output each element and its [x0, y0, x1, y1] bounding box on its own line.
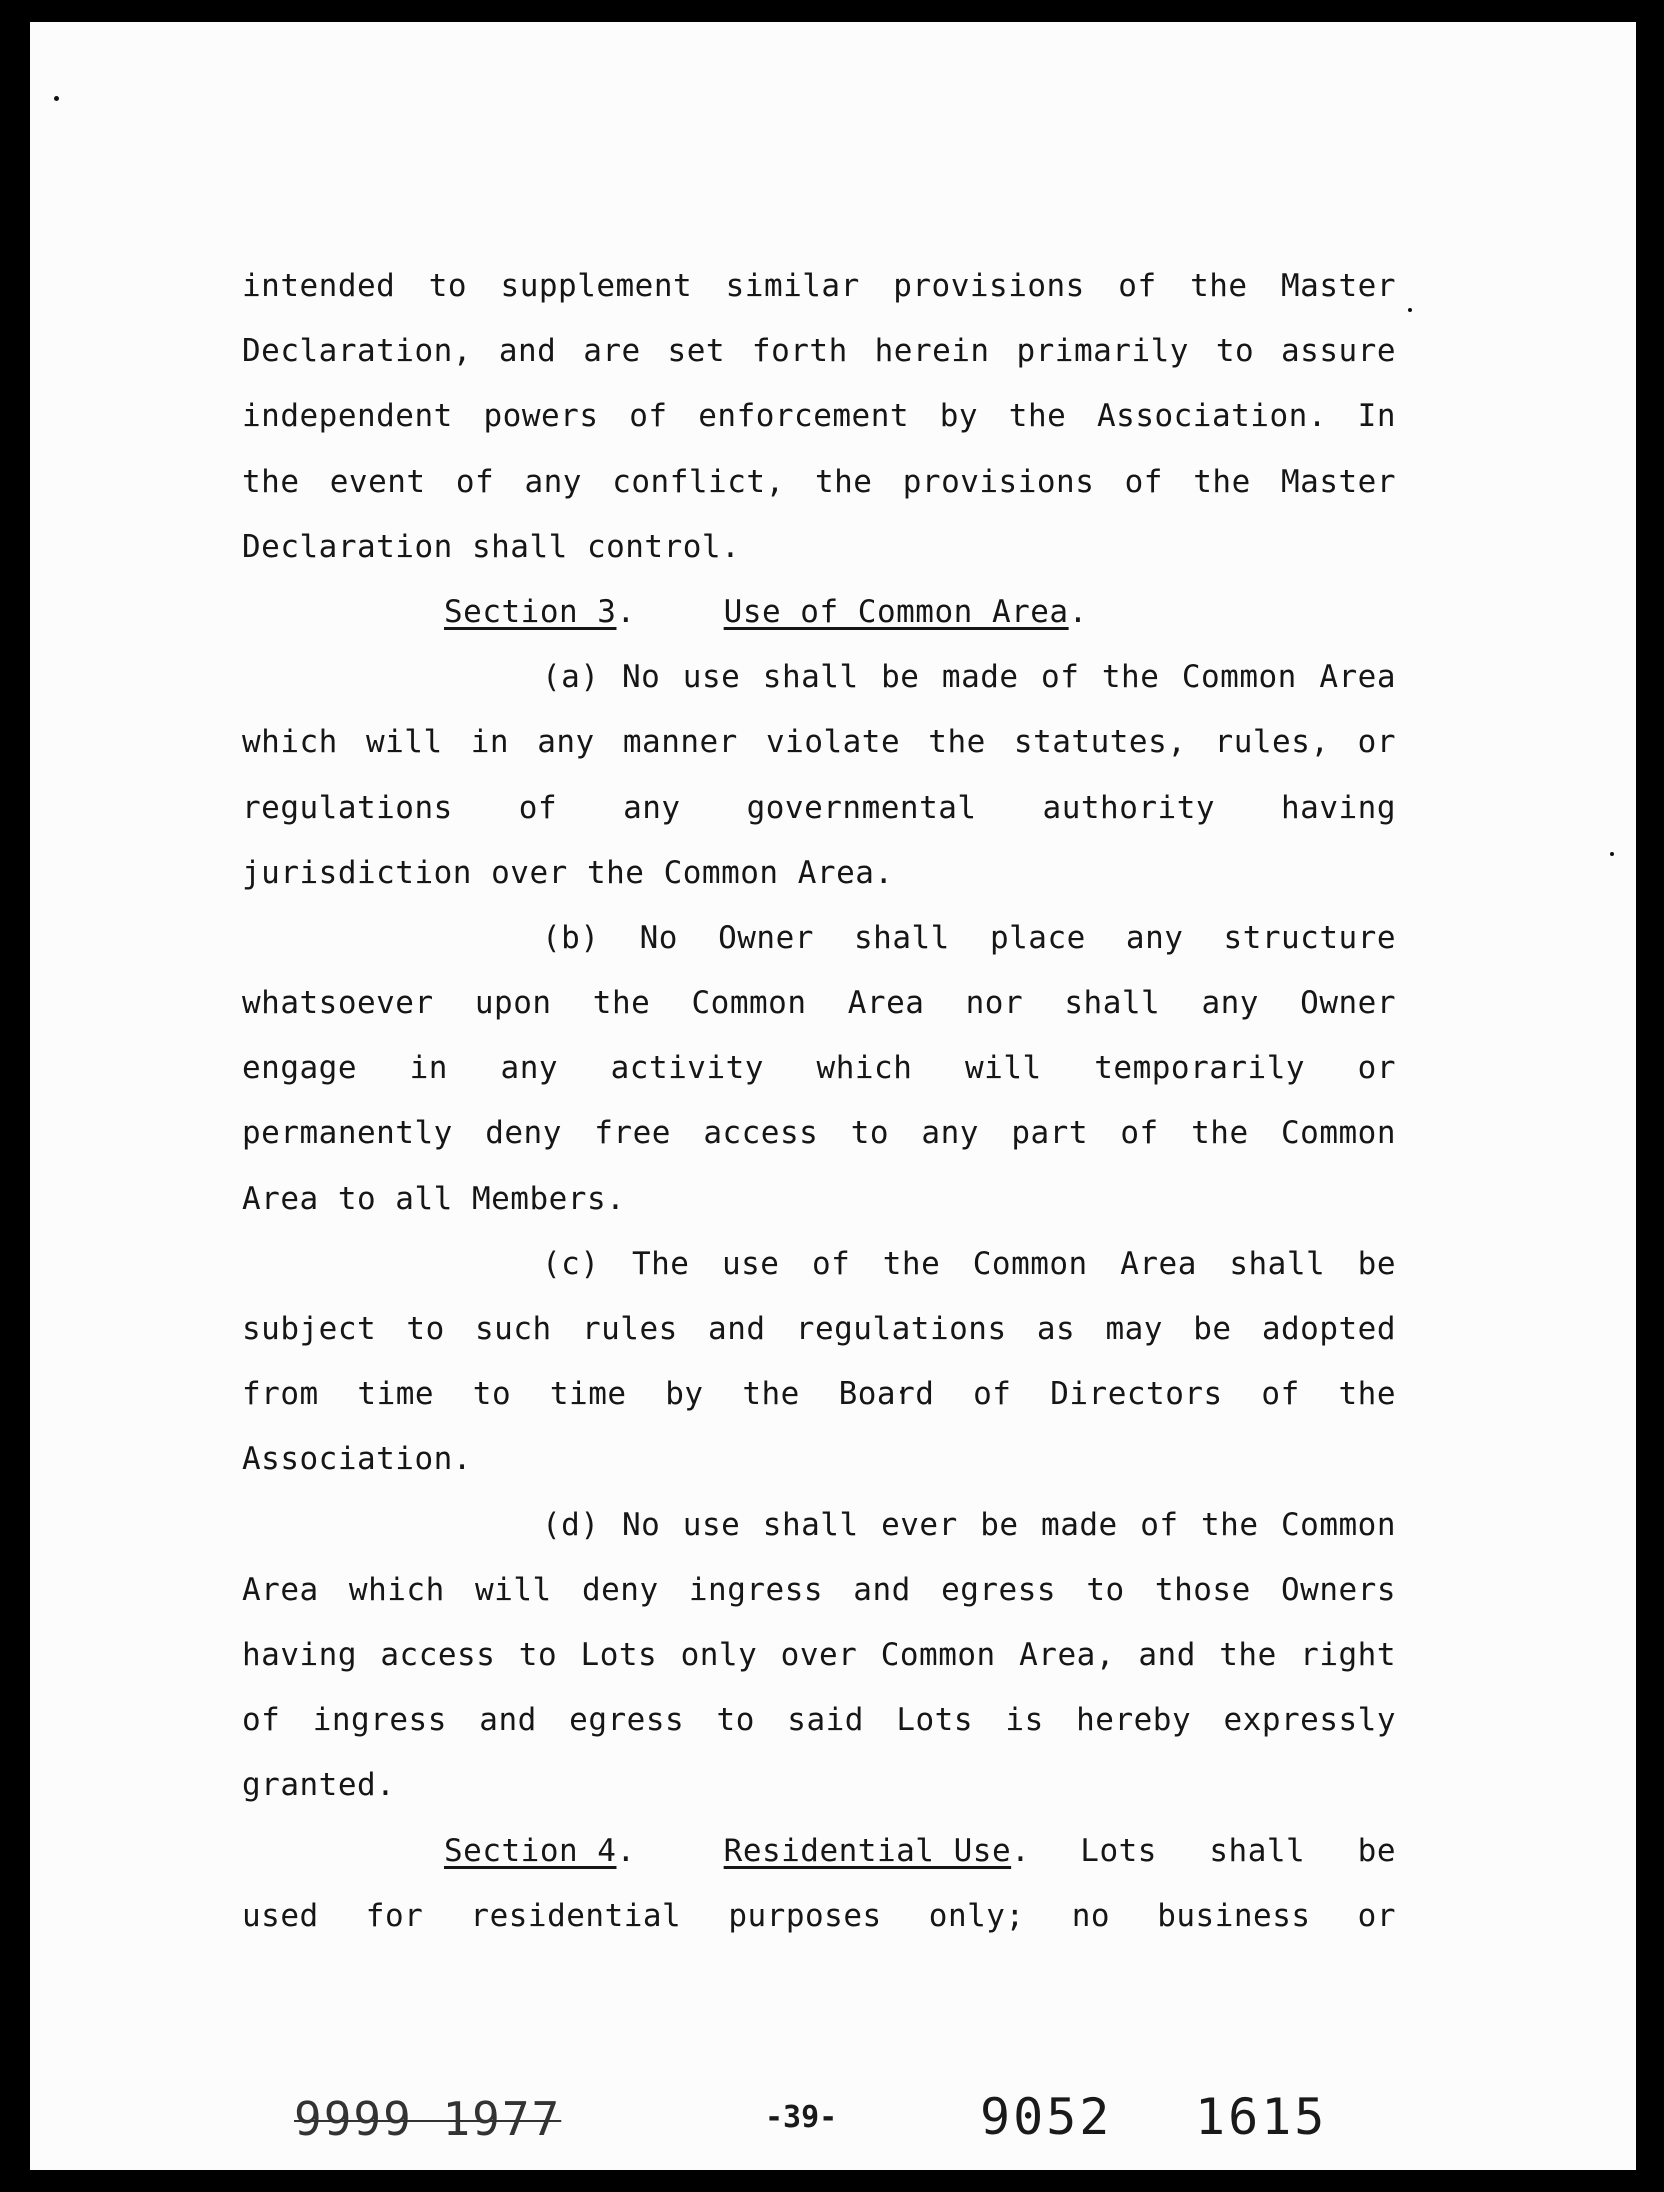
section-3-label: Section 3 — [444, 593, 617, 630]
text-line: intended to supplement similar provisions of the Master — [242, 268, 1396, 304]
text-line: which will in any manner violate the statutes, rules, or — [242, 724, 1396, 761]
text-line: (a) No use shall be made of the Common Area — [542, 659, 1396, 696]
text-line: Area which will deny ingress and egress to those Owners — [242, 1571, 1396, 1608]
section-4-title: Residential Use — [723, 1832, 1012, 1869]
page-reference: 1615 — [1195, 2088, 1328, 2146]
section-4-label: Section 4 — [444, 1832, 617, 1869]
page-number: -39- — [765, 2100, 838, 2135]
text-line: (d) No use shall ever be made of the Common — [542, 1506, 1396, 1543]
text-line: (b) No Owner shall place any structure — [542, 919, 1396, 956]
text-line: granted. — [242, 1767, 396, 1804]
text-line: permanently deny free access to any part of the Common — [242, 1115, 1396, 1152]
struck-out-number: 9999 1977 — [294, 2092, 562, 2146]
text-line: engage in any activity which will temporarily or — [242, 1050, 1396, 1087]
text-line: (c) The use of the Common Area shall be — [542, 1245, 1396, 1282]
section-4-body — [242, 1884, 1396, 1949]
document-page — [30, 22, 1636, 2170]
text-line: used for residential purposes only; no business or — [242, 1897, 1396, 1934]
scan-speck — [1408, 308, 1412, 312]
text-line: subject to such rules and regulations as may be adopted — [242, 1311, 1396, 1347]
section-4-heading: Section 4 . Residential Use . Lots shall be — [242, 1819, 1396, 1884]
text-line: Declaration shall control. — [242, 528, 741, 565]
text-line: Declaration, and are set forth herein primarily to assure — [242, 333, 1396, 370]
section-3-body — [242, 645, 1396, 1818]
text-line: Association. — [242, 1441, 472, 1478]
text-line: of ingress and egress to said Lots is hereby expressly — [242, 1702, 1396, 1739]
scan-speck — [1610, 852, 1614, 856]
scan-speck — [54, 96, 59, 101]
text-line: whatsoever upon the Common Area nor shall any Owner — [242, 985, 1396, 1022]
text-line: the event of any conflict, the provisions of the Master — [242, 463, 1396, 500]
text-line: independent powers of enforcement by the Association. In — [242, 398, 1396, 435]
section-4-text: Lots shall be — [1080, 1832, 1396, 1869]
text-line: jurisdiction over the Common Area. — [242, 854, 894, 891]
text-line: Area to all Members. — [242, 1180, 626, 1217]
scan-border — [0, 0, 1664, 22]
text-line: having access to Lots only over Common Area, and the right — [242, 1636, 1396, 1673]
document-body — [242, 254, 1396, 1949]
text-line: regulations of any governmental authority having — [242, 789, 1396, 826]
intro-paragraph — [242, 254, 1396, 580]
section-3-title: Use of Common Area — [723, 593, 1069, 630]
section-3-heading: Section 3. Use of Common Area. — [444, 593, 1088, 630]
text-line: from time to time by the Board of Directors of the — [242, 1376, 1396, 1413]
page-footer — [30, 2070, 1636, 2160]
book-number: 9052 — [980, 2088, 1113, 2146]
